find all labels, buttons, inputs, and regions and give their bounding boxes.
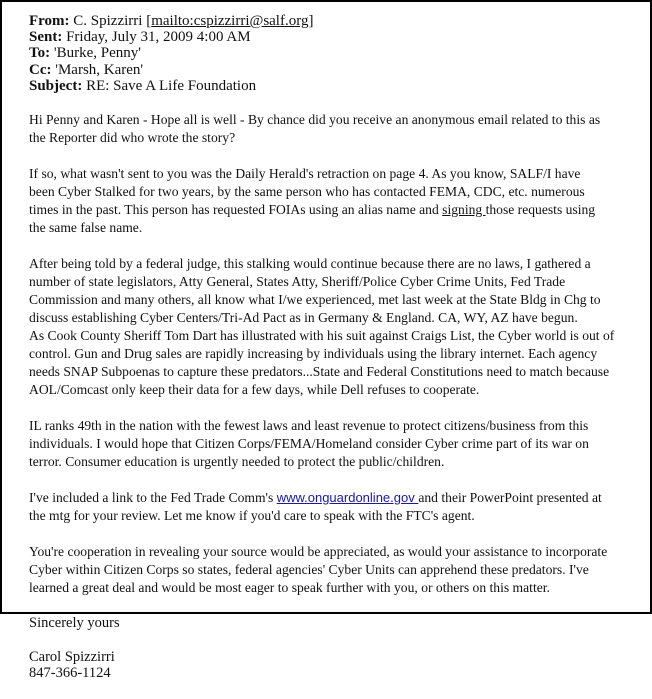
text-line: terror. Consumer education is urgently needed to protect the public/children. — [29, 454, 445, 470]
cc-row — [29, 62, 614, 78]
text-line: number of state legislators, Atty General, States Atty, Sheriff/Police Cyber Crime Units, Fed Trade — [29, 274, 566, 290]
subject-value: RE: Save A Life Foundation — [86, 77, 257, 94]
paragraph-greeting — [29, 111, 614, 147]
text-line: As Cook County Sheriff Tom Dart has illustrated with his suit against Craigs List, the Cyber world is out of — [29, 328, 615, 344]
text-line: After being told by a federal judge, this stalking would continue because there are no laws, I gathered a — [29, 256, 591, 272]
sent-row — [29, 29, 614, 45]
email-document — [29, 13, 614, 699]
text-line — [29, 489, 614, 507]
text-line: Commission and many others, all know what I/we experienced, met last week at the State Bldg in Chg to — [29, 292, 601, 308]
signature — [29, 649, 614, 681]
paragraph-link — [29, 489, 614, 525]
email-body — [29, 111, 614, 681]
paragraph-retraction — [29, 165, 614, 237]
underlined-word: signing — [442, 202, 486, 218]
text-line: AOL/Comcast only keep their data for a few days, while Dell refuses to cooperate. — [29, 382, 480, 398]
signature-phone: 847-366-1124 — [29, 665, 111, 682]
text-line: Cyber within Citizen Corps so states, federal agencies' Cyber Units can apprehend these predators. I've — [29, 562, 589, 578]
email-header — [29, 13, 614, 94]
subject-row — [29, 78, 614, 94]
text-line: IL ranks 49th in the nation with the fewest laws and least revenue to protect citizens/business from this — [29, 418, 589, 434]
text-line: the same false name. — [29, 220, 143, 236]
text-line: If so, what wasn't sent to you was the Daily Herald's retraction on page 4. As you know, SALF/I have — [29, 166, 581, 182]
to-label: To: — [29, 45, 51, 62]
signature-name: Carol Spizzirri — [29, 649, 115, 666]
sent-value: Friday, July 31, 2009 4:00 AM — [66, 29, 251, 46]
to-row — [29, 45, 614, 61]
text-line: needs SNAP Subpoenas to capture these predators...State and Federal Constitutions need to match because — [29, 364, 610, 380]
text-line: discuss establishing Cyber Centers/Tri-Ad Pact as in Germany & England. CA, WY, AZ have begun. — [29, 310, 578, 326]
from-email-link[interactable]: mailto:cspizzirri@salf.org — [151, 13, 309, 29]
text-segment: those requests using — [485, 202, 596, 218]
text-line: the mtg for your review. Let me know if you'd care to speak with the FTC's agent. — [29, 508, 475, 524]
text-line: learned a great deal and would be most eager to speak further with you, or others on this matter. — [29, 580, 550, 596]
sent-label: Sent: — [29, 29, 63, 46]
paragraph-request — [29, 543, 614, 597]
subject-label: Subject: — [29, 77, 83, 94]
paragraph-ranking — [29, 417, 614, 471]
cc-label: Cc: — [29, 61, 52, 78]
text-line: control. Gun and Drug sales are rapidly increasing by individuals using the library internet. Each agency — [29, 346, 598, 362]
onguardonline-link[interactable]: www.onguardonline.gov — [276, 490, 419, 506]
cc-value: 'Marsh, Karen' — [55, 61, 144, 78]
closing — [29, 615, 614, 631]
text-segment: times in the past. This person has requested FOIAs using an alias name and — [29, 202, 443, 218]
text-segment: I've included a link to the Fed Trade Comm's — [29, 490, 277, 506]
text-line: been Cyber Stalked for two years, by the same person who has contacted FEMA, CDC, etc. numerous — [29, 184, 585, 200]
from-name: C. Spizzirri — [73, 13, 143, 29]
text-segment: and their PowerPoint presented at — [418, 490, 602, 506]
text-line: You're cooperation in revealing your source would be appreciated, as would your assistance to incorporate — [29, 544, 608, 560]
text-line — [29, 201, 614, 219]
text-line: Hi Penny and Karen - Hope all is well - By chance did you receive an anonymous email related to this as — [29, 112, 601, 128]
to-value: 'Burke, Penny' — [53, 45, 141, 62]
paragraph-meeting — [29, 255, 614, 399]
closing-text: Sincerely yours — [29, 615, 120, 632]
from-row: From: C. Spizzirri [mailto:cspizzirri@salf.org] — [29, 13, 314, 29]
text-line: individuals. I would hope that Citizen Corps/FEMA/Homeland consider Cyber crime part of its war on — [29, 436, 589, 452]
from-label: From: — [29, 13, 70, 29]
text-line: the Reporter did who wrote the story? — [29, 130, 236, 146]
